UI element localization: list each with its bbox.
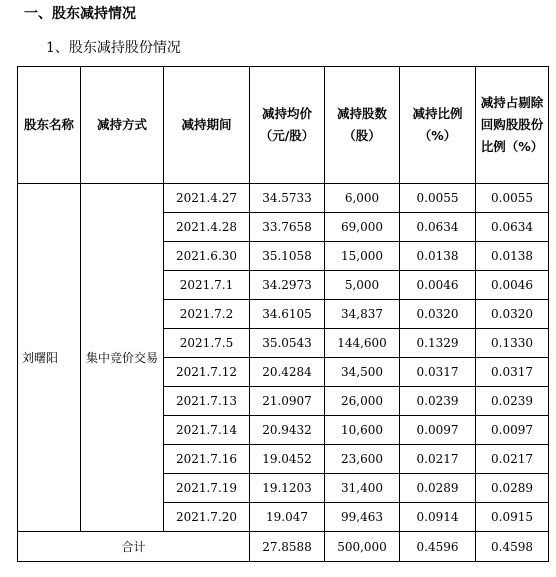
cell-avg-price: 20.4284	[250, 358, 325, 387]
header-period: 减持期间	[164, 67, 250, 184]
cell-shares: 23,600	[325, 445, 400, 474]
total-label: 合计	[18, 532, 250, 562]
cell-ratio-ex: 0.0320	[476, 300, 549, 329]
cell-ratio: 0.0289	[400, 474, 476, 503]
cell-period: 2021.7.12	[164, 358, 250, 387]
cell-ratio: 0.0138	[400, 242, 476, 271]
cell-period: 2021.6.30	[164, 242, 250, 271]
total-row	[18, 532, 549, 562]
cell-ratio-ex: 0.0217	[476, 445, 549, 474]
cell-ratio: 0.1329	[400, 329, 476, 358]
cell-ratio: 0.0046	[400, 271, 476, 300]
section-heading: 一、股东减持情况	[24, 6, 136, 22]
header-method: 减持方式	[81, 67, 164, 184]
cell-shares: 26,000	[325, 387, 400, 416]
cell-avg-price: 35.1058	[250, 242, 325, 271]
cell-shares: 5,000	[325, 271, 400, 300]
cell-period: 2021.7.16	[164, 445, 250, 474]
cell-period: 2021.7.19	[164, 474, 250, 503]
cell-ratio-ex: 0.0289	[476, 474, 549, 503]
cell-avg-price: 33.7658	[250, 213, 325, 242]
cell-period: 2021.7.13	[164, 387, 250, 416]
header-shares: 减持股数（股）	[325, 67, 400, 184]
cell-ratio: 0.0317	[400, 358, 476, 387]
cell-period: 2021.7.2	[164, 300, 250, 329]
table-row	[18, 184, 549, 213]
table-header-row	[18, 67, 549, 184]
cell-ratio-ex: 0.0317	[476, 358, 549, 387]
cell-ratio-ex: 0.0046	[476, 271, 549, 300]
cell-ratio: 0.0055	[400, 184, 476, 213]
total-ratio-ex: 0.4598	[476, 532, 549, 562]
cell-avg-price: 21.0907	[250, 387, 325, 416]
cell-ratio: 0.0239	[400, 387, 476, 416]
cell-ratio: 0.0217	[400, 445, 476, 474]
cell-avg-price: 19.047	[250, 503, 325, 532]
cell-ratio-ex: 0.0055	[476, 184, 549, 213]
cell-shares: 144,600	[325, 329, 400, 358]
cell-avg-price: 19.1203	[250, 474, 325, 503]
cell-avg-price: 34.5733	[250, 184, 325, 213]
cell-shares: 15,000	[325, 242, 400, 271]
cell-shares: 69,000	[325, 213, 400, 242]
cell-avg-price: 34.2973	[250, 271, 325, 300]
cell-avg-price: 20.9432	[250, 416, 325, 445]
cell-period: 2021.4.27	[164, 184, 250, 213]
reduction-method: 集中竞价交易	[81, 184, 164, 532]
cell-avg-price: 34.6105	[250, 300, 325, 329]
total-ratio: 0.4596	[400, 532, 476, 562]
cell-shares: 6,000	[325, 184, 400, 213]
cell-avg-price: 19.0452	[250, 445, 325, 474]
cell-shares: 99,463	[325, 503, 400, 532]
cell-period: 2021.4.28	[164, 213, 250, 242]
cell-shares: 10,600	[325, 416, 400, 445]
header-avg-price: 减持均价（元/股）	[250, 67, 325, 184]
cell-ratio: 0.0634	[400, 213, 476, 242]
cell-period: 2021.7.5	[164, 329, 250, 358]
cell-shares: 34,500	[325, 358, 400, 387]
cell-period: 2021.7.14	[164, 416, 250, 445]
subsection-heading: 1、股东减持股份情况	[46, 40, 181, 56]
cell-ratio-ex: 0.0634	[476, 213, 549, 242]
cell-period: 2021.7.1	[164, 271, 250, 300]
cell-ratio: 0.0914	[400, 503, 476, 532]
cell-ratio: 0.0097	[400, 416, 476, 445]
cell-ratio-ex: 0.0097	[476, 416, 549, 445]
cell-ratio-ex: 0.0239	[476, 387, 549, 416]
cell-shares: 31,400	[325, 474, 400, 503]
cell-period: 2021.7.20	[164, 503, 250, 532]
total-avg-price: 27.8588	[250, 532, 325, 562]
cell-shares: 34,837	[325, 300, 400, 329]
cell-avg-price: 35.0543	[250, 329, 325, 358]
share-reduction-table	[17, 66, 549, 562]
header-ratio-ex: 减持占剔除回购股股份比例（%）	[476, 67, 549, 184]
header-holder: 股东名称	[18, 67, 81, 184]
cell-ratio-ex: 0.1330	[476, 329, 549, 358]
cell-ratio-ex: 0.0138	[476, 242, 549, 271]
holder-name: 刘曙阳	[18, 184, 81, 532]
header-ratio: 减持比例（%）	[400, 67, 476, 184]
cell-ratio-ex: 0.0915	[476, 503, 549, 532]
total-shares: 500,000	[325, 532, 400, 562]
cell-ratio: 0.0320	[400, 300, 476, 329]
